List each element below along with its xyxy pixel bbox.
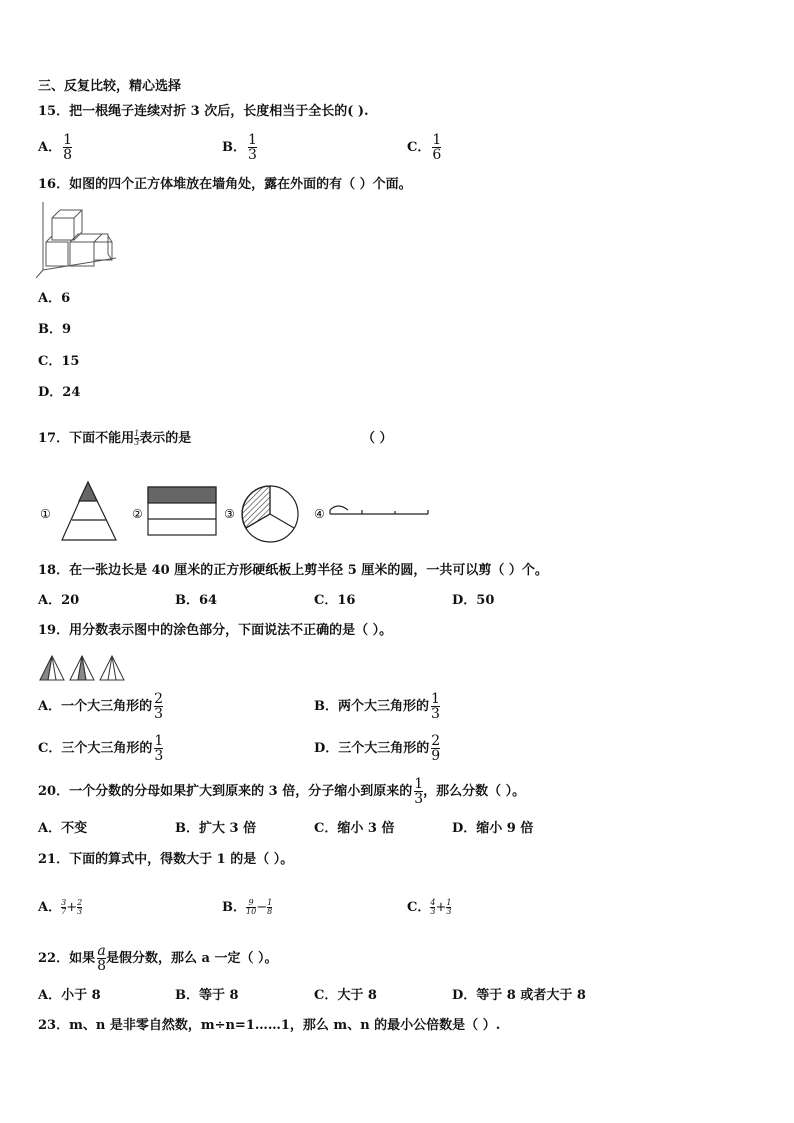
q22-text: 22．如果 $\frac{a}{8}$ 是假分数，那么 a 一定（ ）。 (38, 943, 278, 974)
q19-text: 19．用分数表示图中的涂色部分，下面说法不正确的是（ ）。 (38, 623, 393, 638)
q21-option-c[interactable]: C． $\frac{4}{3}$ + $\frac{1}{3}$ (407, 898, 452, 916)
q22-option-b[interactable]: B．等于 8 (175, 988, 239, 1003)
q20-text: 20．一个分数的分母如果扩大到原来的 3 倍，分子缩小到原来的 $\frac{1}{3}$ ，那么分数（ ）。 (38, 776, 526, 807)
q15-c-fraction: $\frac{1}{6}$ (432, 132, 442, 163)
q20-fraction: $\frac{1}{3}$ (414, 776, 424, 807)
q20-option-a[interactable]: A．不变 (38, 821, 88, 836)
q16-text: 16．如图的四个正方体堆放在墙角处，露在外面的有（ ）个面。 (38, 177, 412, 192)
q17-text: 17．下面不能用 $\frac{1}{3}$ 表示的是 (38, 429, 192, 447)
q19-c-fraction: $\frac{1}{3}$ (154, 733, 164, 764)
cube-stack-figure (36, 202, 120, 280)
q15-a-fraction: $\frac{1}{8}$ (63, 132, 73, 163)
q22-option-c[interactable]: C．大于 8 (314, 988, 377, 1003)
q17-label-2: ② (132, 507, 143, 521)
q15-option-a[interactable]: A． $\frac{1}{8}$ (38, 132, 73, 163)
circle-figure (242, 486, 298, 542)
q17-label-3: ③ (224, 507, 235, 521)
q19-option-c[interactable]: C．三个大三角形的 $\frac{1}{3}$ (38, 733, 164, 764)
q23-text: 23．m、n 是非零自然数，m÷n=1……1，那么 m、n 的最小公倍数是（ ）. (38, 1018, 501, 1033)
q22-fraction: $\frac{a}{8}$ (97, 943, 107, 974)
section-title: 三、反复比较，精心选择 (38, 79, 182, 94)
q19-b-fraction: $\frac{1}{3}$ (431, 691, 440, 722)
q21-text: 21．下面的算式中，得数大于 1 的是（ ）。 (38, 852, 294, 867)
line-segment-figure (330, 506, 428, 514)
q17-label-4: ④ (314, 507, 325, 521)
q16-option-d[interactable]: D．24 (38, 385, 81, 400)
q16-option-a[interactable]: A．6 (38, 291, 71, 306)
q17-figures (36, 476, 432, 548)
q18-option-c[interactable]: C．16 (314, 593, 356, 608)
q15-option-c[interactable]: C． $\frac{1}{6}$ (407, 132, 442, 163)
q17-fraction: $\frac{1}{3}$ (134, 429, 140, 447)
q18-option-a[interactable]: A．20 (38, 593, 80, 608)
q20-option-d[interactable]: D．缩小 9 倍 (452, 821, 534, 836)
q20-option-c[interactable]: C．缩小 3 倍 (314, 821, 395, 836)
q15-text: 15．把一根绳子连续对折 3 次后，长度相当于全长的( ). (38, 104, 369, 119)
q19-option-a[interactable]: A．一个大三角形的 $\frac{2}{3}$ (38, 691, 164, 722)
q19-d-fraction: $\frac{2}{9}$ (431, 733, 441, 764)
q19-option-d[interactable]: D．三个大三角形的 $\frac{2}{9}$ (314, 733, 441, 764)
q15-option-b[interactable]: B． $\frac{1}{3}$ (222, 132, 257, 163)
q22-option-a[interactable]: A．小于 8 (38, 988, 101, 1003)
q17-paren: （ ） (362, 431, 393, 446)
q18-option-d[interactable]: D．50 (452, 593, 495, 608)
rectangle-figure (148, 487, 216, 535)
triangle-figure (62, 482, 116, 540)
q20-option-b[interactable]: B．扩大 3 倍 (175, 821, 257, 836)
q18-text: 18．在一张边长是 40 厘米的正方形硬纸板上剪半径 5 厘米的圆，一共可以剪（ ）个。 (38, 563, 548, 578)
q21-option-a[interactable]: A． $\frac{3}{7}$ + $\frac{2}{3}$ (38, 898, 83, 916)
q18-option-b[interactable]: B．64 (175, 593, 218, 608)
q19-option-b[interactable]: B．两个大三角形的 $\frac{1}{3}$ (314, 691, 440, 722)
q16-option-b[interactable]: B．9 (38, 322, 72, 337)
q19-triangles-figure (38, 654, 130, 682)
q16-option-c[interactable]: C．15 (38, 354, 80, 369)
q19-a-fraction: $\frac{2}{3}$ (154, 691, 164, 722)
q22-option-d[interactable]: D．等于 8 或者大于 8 (452, 988, 586, 1003)
q15-b-fraction: $\frac{1}{3}$ (248, 132, 257, 163)
q17-label-1: ① (40, 507, 51, 521)
q21-option-b[interactable]: B． $\frac{9}{10}$ − $\frac{1}{8}$ (222, 898, 273, 916)
